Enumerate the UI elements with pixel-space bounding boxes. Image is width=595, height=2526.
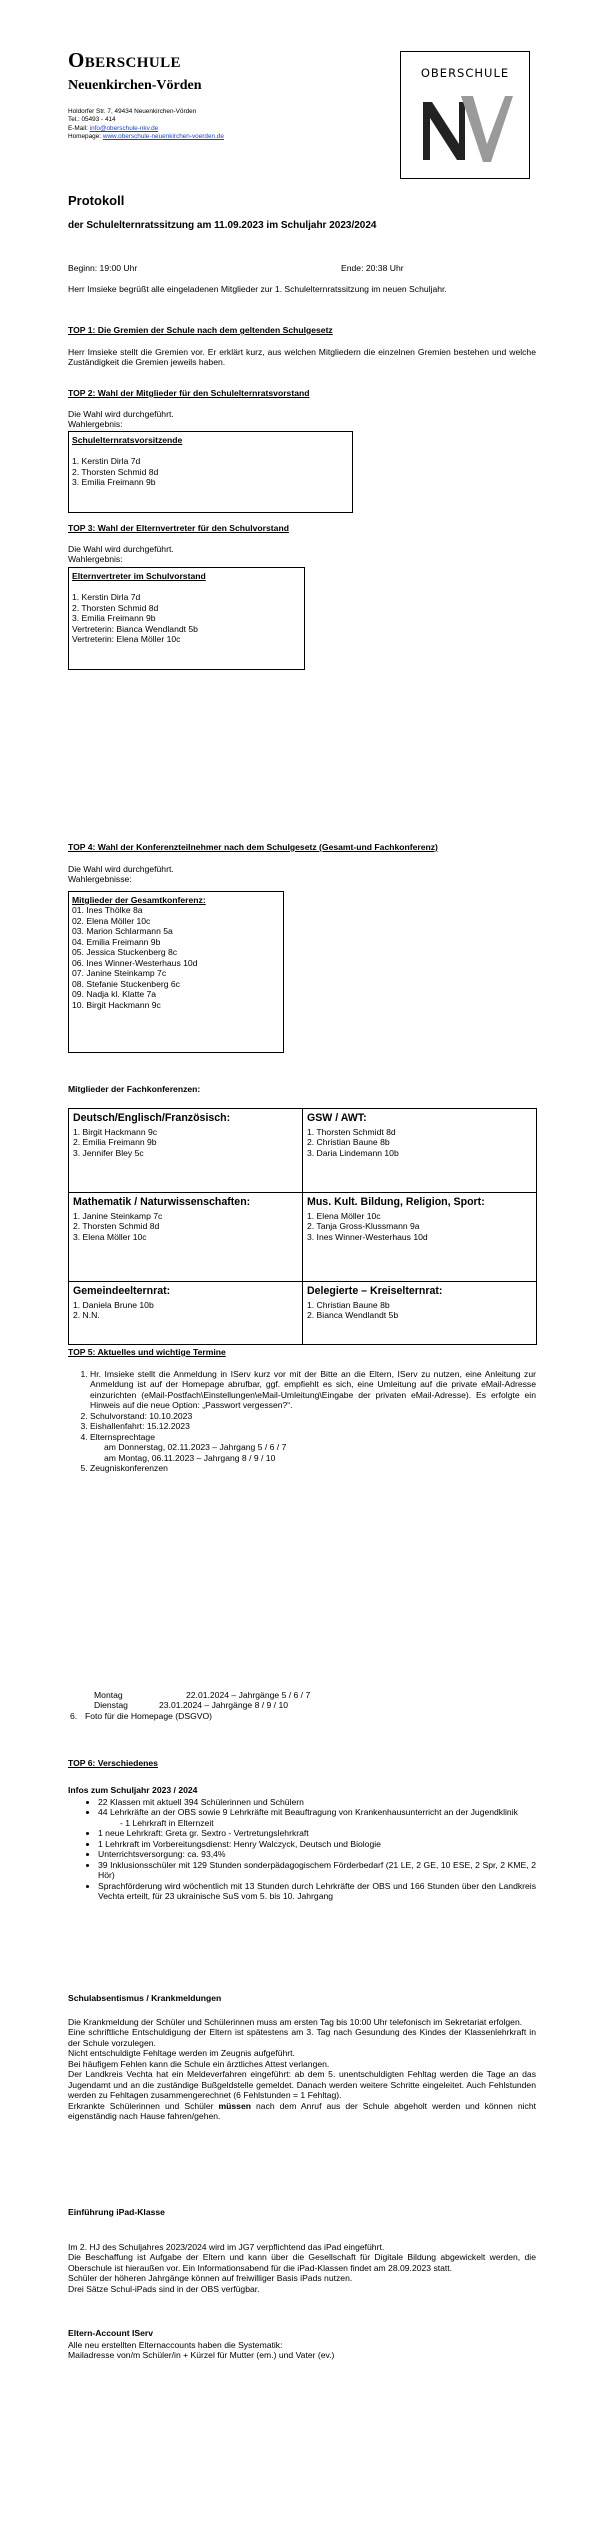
zeugniskonferenz-date-1: 22.01.2024 – Jahrgänge 5 / 6 / 7 — [186, 1690, 311, 1700]
fachkonferenzen-heading: Mitglieder der Fachkonferenzen: — [68, 1084, 201, 1094]
fk-cell-musik: Mus. Kult. Bildung, Religion, Sport: 1. Elena Möller 10c 2. Tanja Gross-Klussmann 9a 3. Ines Winner-Westerhaus 10d — [303, 1193, 537, 1282]
fachkonferenz-member: 2. Thorsten Schmid 8d — [73, 1221, 160, 1232]
fachkonferenz-member: 2. Bianca Wendlandt 5b — [307, 1310, 399, 1321]
school-logo — [400, 51, 530, 179]
gesamtkonferenz-member: 06. Ines Winner-Westerhaus 10d — [72, 957, 198, 968]
top5-item-eishalle: 3. Eishallenfahrt: 15.12.2023 — [90, 1421, 536, 1431]
fk-cell-mathematik: Mathematik / Naturwissenschaften: 1. Janine Steinkamp 7c 2. Thorsten Schmid 8d 3. Elena Möller 10c — [69, 1193, 303, 1282]
info-schuljahr-heading: Infos zum Schuljahr 2023 / 2024 — [68, 1785, 198, 1795]
result-list-item: Vertreterin: Bianca Wendlandt 5b — [72, 623, 198, 634]
top2-result-list — [72, 456, 349, 487]
homepage-link[interactable]: www.oberschule-neuenkirchen-voerden.de — [102, 132, 224, 140]
homepage-line: Homepage: www.oberschule-neuenkirchen-voerden.de — [68, 132, 224, 140]
zeugniskonferenz-day-2: Dienstag — [94, 1700, 128, 1710]
result-list-item: 3. Emilia Freimann 9b — [72, 477, 156, 488]
info-bullet: • 1 neue Lehrkraft: Greta gr. Sextro - Vertretungslehrkraft — [98, 1828, 536, 1838]
fachkonferenz-member: 3. Daria Lindemann 10b — [307, 1147, 399, 1158]
top2-box-title: Schulelternratsvorsitzende — [72, 435, 183, 445]
info-bullet: • 22 Klassen mit aktuell 394 Schülerinnen und Schülern — [98, 1797, 536, 1807]
gesamtkonferenz-list — [72, 905, 280, 1010]
top4-heading: TOP 4: Wahl der Konferenzteilnehmer nach dem Schulgesetz (Gesamt-und Fachkonferenz) — [68, 842, 438, 852]
top3-result-box — [68, 567, 305, 670]
info-bullet: • 39 Inklusionsschüler mit 129 Stunden sonderpädagogischem Förderbedarf (21 LE, 2 GE, 10 ESE, 2 Spr, 2 KME, 2 Hör) — [98, 1860, 536, 1881]
gesamtkonferenz-member: 01. Ines Thölke 8a — [72, 905, 143, 916]
school-location: Neuenkirchen-Vörden — [68, 78, 202, 93]
fk-cell-kreiselternrat: Delegierte – Kreiselternrat: 1. Christian Baune 8b 2. Bianca Wendlandt 5b — [303, 1282, 537, 1345]
fachkonferenz-member: 1. Janine Steinkamp 7c — [73, 1210, 163, 1221]
result-list-item: 1. Kerstin Dirla 7d — [72, 592, 141, 603]
fachkonferenz-member: 2. Christian Baune 8b — [307, 1137, 390, 1148]
top5-item-iserv: 1. Hr. Imsieke stellt die Anmeldung in IServ kurz vor mit der Bitte an die Eltern, IServ zu nutzen, eine Anleitung zur Anmeldung ist auf der Homepage abrufbar, ggf. empfiehlt es sich, eine Umleitung auf die private eMail-Adresse einzurichten (eMail-Postfach\Einstellungen\eMail-Umleitung\Eingabe der privaten eMail-Adresse). Es erfolgte ein Hinweis auf die neue Option: „Passwort vergessen?“. — [90, 1369, 536, 1411]
fachkonferenz-member: 1. Birgit Hackmann 9c — [73, 1126, 158, 1137]
fachkonferenzen-table — [68, 1108, 537, 1345]
gesamtkonferenz-member: 05. Jessica Stuckenberg 8c — [72, 947, 178, 958]
phone: Tel.: 05493 - 414 — [68, 116, 116, 124]
info-bullet: • Sprachförderung wird wöchentlich mit 13 Stunden durch Lehrkräfte der OBS und 166 Stunden über den Landkreis Vechta erteilt, für 23 ukrainische SuS vom 5. bis 10. Jahrgang — [98, 1881, 536, 1902]
result-list-item: 1. Kerstin Dirla 7d — [72, 456, 141, 467]
ipad-text: Im 2. HJ des Schuljahres 2023/2024 wird im JG7 verpflichtend das iPad eingeführt. Die Beschaffung ist Aufgabe der Eltern und kann über die Gesellschaft für Digitale Bildung abgewickelt werden, die Oberschule ist hieraußen vor. Ein Informationsabend für die iPad-Klassen findet am 28.09.2023 statt. Schüler der höheren Jahrgänge können auf freiwilliger Basis iPads nutzen. Drei Sätze Schul-iPads sind in der OBS verfügbar. — [68, 2242, 536, 2294]
elternsprechtag-1: am Donnerstag, 02.11.2023 – Jahrgang 5 / 6 / 7 — [104, 1442, 287, 1453]
logo-text: OBERSCHULE — [420, 66, 510, 80]
fachkonferenz-member: 3. Jennifer Bley 5c — [73, 1147, 144, 1158]
info-bullet: • Unterrichtsversorgung: ca. 93,4% — [98, 1849, 536, 1859]
top6-heading: TOP 6: Verschiedenes — [68, 1758, 158, 1768]
top3-heading: TOP 3: Wahl der Elternvertreter für den Schulvorstand — [68, 523, 289, 533]
fk-cell-gsw: GSW / AWT: 1. Thorsten Schmidt 8d 2. Christian Baune 8b 3. Daria Lindemann 10b — [303, 1109, 537, 1193]
fachkonferenzen-table-wrap — [68, 1108, 537, 1345]
gesamtkonferenz-member: 07. Janine Steinkamp 7c — [72, 968, 167, 979]
fk-cell-gemeindeelternrat: Gemeindeelternrat: 1. Daniela Brune 10b 2. N.N. — [69, 1282, 303, 1345]
email-line: E-Mail: info@oberschule-nkv.de — [68, 124, 159, 132]
top1-heading: TOP 1: Die Gremien der Schule nach dem geltenden Schulgesetz — [68, 325, 333, 335]
address: Holdorfer Str. 7, 49434 Neuenkirchen-Vörden — [68, 108, 197, 115]
zeugniskonferenz-date-2: 23.01.2024 – Jahrgänge 8 / 9 / 10 — [159, 1700, 289, 1710]
top5-heading: TOP 5: Aktuelles und wichtige Termine — [68, 1347, 226, 1357]
gesamtkonferenz-member: 02. Elena Möller 10c — [72, 915, 151, 926]
fachkonferenz-member: 2. N.N. — [73, 1310, 100, 1321]
top5-item-schulvorstand: 2. Schulvorstand: 10.10.2023 — [90, 1411, 536, 1421]
gesamtkonferenz-title: Mitglieder der Gesamtkonferenz: — [72, 895, 206, 905]
email-link[interactable]: info@oberschule-nkv.de — [89, 124, 159, 132]
fachkonferenz-member: 3. Elena Möller 10c — [73, 1231, 147, 1242]
fachkonferenz-member: 3. Ines Winner-Westerhaus 10d — [307, 1231, 428, 1242]
school-name — [68, 48, 181, 74]
end-time: Ende: 20:38 Uhr — [341, 263, 404, 273]
gesamtkonferenz-member: 03. Marion Schlarmann 5a — [72, 926, 173, 937]
gesamtkonferenz-member: 08. Stefanie Stuckenberg 6c — [72, 978, 180, 989]
info-sub-item: - 1 Lehrkraft in Elternzeit — [120, 1817, 214, 1828]
top5-item-elternsprechtage: 4. Elternsprechtage am Donnerstag, 02.11.2023 – Jahrgang 5 / 6 / 7 am Montag, 06.11.2023 – Jahrgang 8 / 9 / 10 — [90, 1432, 536, 1463]
result-list-item: 2. Thorsten Schmid 8d — [72, 466, 159, 477]
gesamtkonferenz-member: 04. Emilia Freimann 9b — [72, 936, 161, 947]
page-title: Protokoll — [68, 193, 125, 208]
top5-list-upper — [68, 1369, 536, 1474]
fachkonferenz-member: 1. Daniela Brune 10b — [73, 1299, 154, 1310]
top3-result-list — [72, 592, 301, 644]
top3-election-note: Die Wahl wird durchgeführt. Wahlergebnis: — [68, 544, 174, 565]
top2-result-box — [68, 431, 353, 513]
top5-item-zeugniskonferenzen: 5. Zeugniskonferenzen — [90, 1463, 536, 1473]
gesamtkonferenz-member: 09. Nadja kl. Klatte 7a — [72, 989, 157, 1000]
top3-box-title: Elternvertreter im Schulvorstand — [72, 571, 206, 581]
iserv-text: Alle neu erstellten Elternaccounts haben die Systematik: Mailadresse von/m Schüler/in + Kürzel für Mutter (em.) und Vater (ev.) — [68, 2340, 335, 2361]
elternsprechtag-2: am Montag, 06.11.2023 – Jahrgang 8 / 9 / 10 — [104, 1452, 276, 1463]
school-name-line1: OBERSCHULE — [68, 48, 181, 72]
result-list-item: 3. Emilia Freimann 9b — [72, 613, 156, 624]
intro-text: Herr Imsieke begrüßt alle eingeladenen Mitglieder zur 1. Schulelternratssitzung im neuen Schuljahr. — [68, 284, 447, 294]
fachkonferenz-member: 2. Emilia Freimann 9b — [73, 1137, 157, 1148]
info-bullet: • 1 Lehrkraft im Vorbereitungsdienst: Henry Walczyck, Deutsch und Biologie — [98, 1839, 536, 1849]
fk-cell-deutsch: Deutsch/Englisch/Französisch: 1. Birgit Hackmann 9c 2. Emilia Freimann 9b 3. Jennifer Bley 5c — [69, 1109, 303, 1193]
fachkonferenz-member: 1. Elena Möller 10c — [307, 1210, 381, 1221]
info-schuljahr-list — [68, 1797, 536, 1902]
top4-election-note: Die Wahl wird durchgeführt. Wahlergebnisse: — [68, 864, 174, 885]
top5-item-foto: 6. Foto für die Homepage (DSGVO) — [70, 1711, 213, 1721]
absentismus-heading: Schulabsentismus / Krankmeldungen — [68, 1993, 222, 2003]
top2-heading: TOP 2: Wahl der Mitglieder für den Schulelternratsvorstand — [68, 388, 310, 398]
top1-text: Herr Imsieke stellt die Gremien vor. Er erklärt kurz, aus welchen Mitgliedern die einzelnen Gremien bestehen und welche Zuständigkeit die Gremien jeweils haben. — [68, 347, 536, 368]
begin-time: Beginn: 19:00 Uhr — [68, 263, 138, 273]
result-list-item: 2. Thorsten Schmid 8d — [72, 602, 159, 613]
page-subtitle: der Schulelternratssitzung am 11.09.2023 im Schuljahr 2023/2024 — [68, 220, 377, 231]
fachkonferenz-member: 1. Thorsten Schmidt 8d — [307, 1126, 396, 1137]
gesamtkonferenz-box — [68, 891, 284, 1053]
iserv-heading: Eltern-Account IServ — [68, 2328, 154, 2338]
fachkonferenz-member: 1. Christian Baune 8b — [307, 1299, 390, 1310]
gesamtkonferenz-member: 10. Birgit Hackmann 9c — [72, 999, 161, 1010]
absentismus-text: Die Krankmeldung der Schüler und Schülerinnen muss am ersten Tag bis 10:00 Uhr telefonisch im Sekretariat erfolgen. Eine schriftliche Entschuldigung der Eltern ist spätestens am 3. Tag nach Gesundung des Kindes der Klassenlehrkraft in der Schule vorzulegen. Nicht entschuldigte Fehltage werden im Zeugnis aufgeführt. Bei häufigem Fehlen kann die Schule ein ärztliches Attest verlangen. Der Landkreis Vechta hat ein Meldeverfahren eingeführt: ab dem 5. unentschuldigten Fehltag werden die Tage an das Jugendamt und an die zuständige Bußgeldstelle gemeldet. Danach werden weitere Schritte eingeleitet. Auch Fehlstunden werden zu Fehltagen zusammengerechnet (6 Fehlstunden = 1 Fehltag). Erkrankte Schülerinnen und Schüler müssen nach dem Anruf aus der Schule abgeholt werden und können nicht eigenständig nach Hause fahren/gehen. — [68, 2017, 536, 2122]
contact-block — [68, 108, 368, 141]
info-bullet: • 44 Lehrkräfte an der OBS sowie 9 Lehrkräfte mit Beauftragung von Krankenhausunterricht an der Jugendklinik - 1 Lehrkraft in Elternzeit — [98, 1807, 536, 1828]
top2-election-note: Die Wahl wird durchgeführt. Wahlergebnis: — [68, 409, 174, 430]
fachkonferenz-member: 2. Tanja Gross-Klussmann 9a — [307, 1221, 420, 1232]
ipad-heading: Einführung iPad-Klasse — [68, 2207, 165, 2217]
result-list-item: Vertreterin: Elena Möller 10c — [72, 634, 181, 645]
logo-nv-icon — [401, 52, 528, 177]
zeugniskonferenz-day-1: Montag — [94, 1690, 123, 1700]
